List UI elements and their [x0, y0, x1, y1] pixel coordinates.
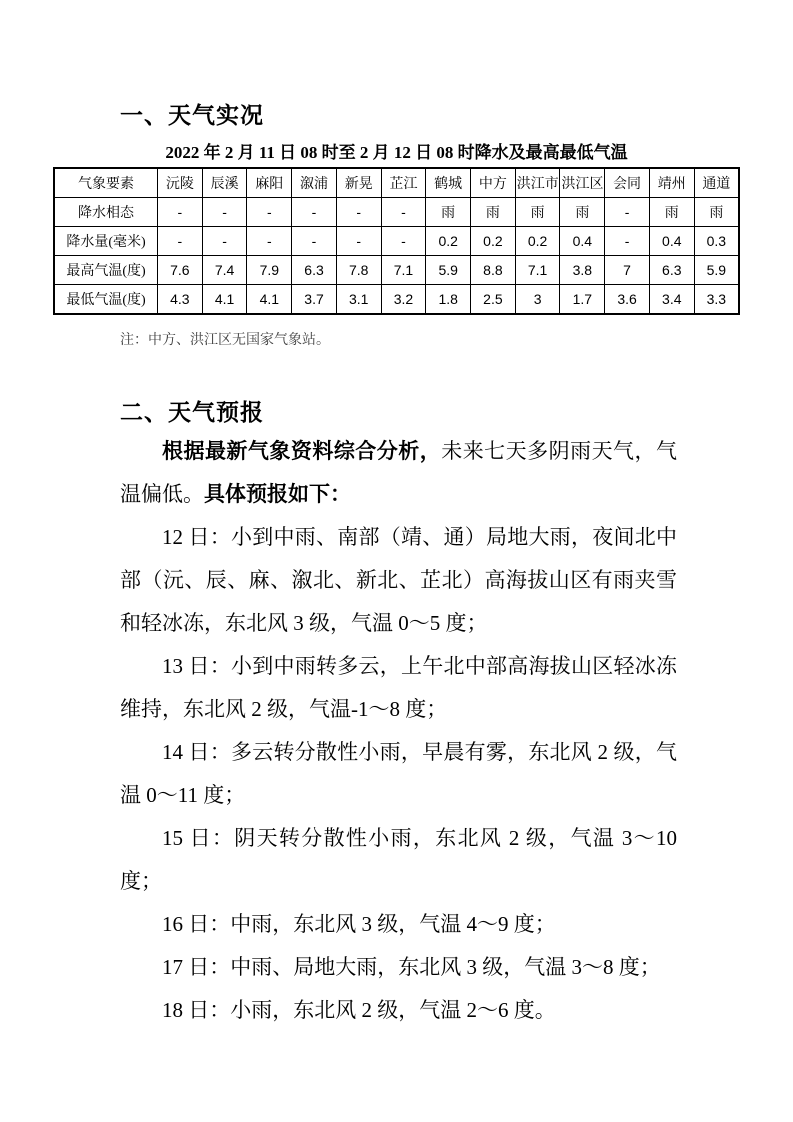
forecast-paragraph-day13: 13 日：小到中雨转多云，上午北中部高海拔山区轻冰冻维持，东北风 2 级，气温-1～8 度； — [120, 654, 677, 721]
table-cell: 0.4 — [649, 227, 694, 256]
column-header: 芷江 — [381, 168, 426, 198]
forecast-paragraph-day18: 18 日：小雨，东北风 2 级，气温 2～6 度。 — [162, 998, 556, 1022]
table-cell: - — [292, 227, 337, 256]
column-header: 会同 — [605, 168, 650, 198]
table-cell: 7.6 — [158, 256, 203, 285]
table-cell: 3.1 — [336, 285, 381, 315]
column-header: 沅陵 — [158, 168, 203, 198]
table-cell: - — [292, 198, 337, 227]
table-cell: 1.7 — [560, 285, 605, 315]
table-cell: 6.3 — [649, 256, 694, 285]
table-row — [54, 256, 739, 285]
table-cell: 3 — [515, 285, 560, 315]
table-cell: 雨 — [649, 198, 694, 227]
table-cell: 雨 — [426, 198, 471, 227]
table-cell: 7.8 — [336, 256, 381, 285]
table-cell: 5.9 — [426, 256, 471, 285]
forecast-paragraph-day14: 14 日：多云转分散性小雨，早晨有雾，东北风 2 级，气温 0～11 度； — [120, 740, 677, 807]
table-cell: 3.2 — [381, 285, 426, 315]
column-header: 气象要素 — [54, 168, 158, 198]
column-header: 溆浦 — [292, 168, 337, 198]
column-header: 新晃 — [336, 168, 381, 198]
column-header: 靖州 — [649, 168, 694, 198]
column-header: 中方 — [471, 168, 516, 198]
row-label: 最低气温(度) — [54, 285, 158, 315]
table-caption: 2022 年 2 月 11 日 08 时至 2 月 12 日 08 时降水及最高最低气温 — [165, 143, 628, 162]
table-row — [54, 285, 739, 315]
table-cell: - — [605, 198, 650, 227]
table-cell: 3.4 — [649, 285, 694, 315]
table-cell: 0.3 — [694, 227, 739, 256]
row-label: 最高气温(度) — [54, 256, 158, 285]
forecast-paragraph-day16: 16 日：中雨，东北风 3 级，气温 4～9 度； — [162, 912, 556, 936]
column-header: 麻阳 — [247, 168, 292, 198]
table-cell: 3.8 — [560, 256, 605, 285]
column-header: 洪江市 — [515, 168, 560, 198]
table-cell: - — [247, 198, 292, 227]
table-cell: 雨 — [560, 198, 605, 227]
forecast-paragraph-day15: 15 日：阴天转分散性小雨，东北风 2 级，气温 3～10 度； — [120, 826, 677, 893]
table-cell: 5.9 — [694, 256, 739, 285]
column-header: 洪江区 — [560, 168, 605, 198]
column-header: 通道 — [694, 168, 739, 198]
table-cell: 7.4 — [202, 256, 247, 285]
row-label: 降水量(毫米) — [54, 227, 158, 256]
table-cell: 6.3 — [292, 256, 337, 285]
table-cell: 0.2 — [515, 227, 560, 256]
table-note: 注：中方、洪江区无国家气象站。 — [120, 333, 330, 348]
table-cell: 3.6 — [605, 285, 650, 315]
intro-paragraph — [120, 430, 677, 516]
intro-bold-lead: 根据最新气象资料综合分析， — [162, 440, 442, 463]
table-cell: - — [247, 227, 292, 256]
table-cell: - — [605, 227, 650, 256]
table-cell: 7.9 — [247, 256, 292, 285]
table-cell: - — [381, 227, 426, 256]
table-cell: - — [381, 198, 426, 227]
section-title-weather-forecast: 二、天气预报 — [120, 399, 264, 425]
table-cell: 7 — [605, 256, 650, 285]
table-cell: - — [336, 198, 381, 227]
section-title-weather-actual: 一、天气实况 — [120, 102, 264, 128]
table-cell: 雨 — [694, 198, 739, 227]
table-cell: - — [158, 198, 203, 227]
forecast-paragraph-day12: 12 日：小到中雨、南部（靖、通）局地大雨，夜间北中部（沅、辰、麻、溆北、新北、芷北）高海拔山区有雨夹雪和轻冰冻，东北风 3 级，气温 0～5 度； — [120, 525, 677, 635]
table-cell: 0.2 — [471, 227, 516, 256]
forecast-paragraph-day17: 17 日：中雨、局地大雨，东北风 3 级，气温 3～8 度； — [162, 955, 661, 979]
table-cell: - — [202, 198, 247, 227]
intro-bold-tail: 具体预报如下： — [204, 483, 351, 506]
row-label: 降水相态 — [54, 198, 158, 227]
table-header-row — [54, 168, 739, 198]
table-cell: 2.5 — [471, 285, 516, 315]
table-cell: 4.1 — [247, 285, 292, 315]
table-cell: 4.1 — [202, 285, 247, 315]
table-cell: 3.7 — [292, 285, 337, 315]
table-cell: 0.4 — [560, 227, 605, 256]
table-cell: 7.1 — [381, 256, 426, 285]
table-cell: 雨 — [471, 198, 516, 227]
table-cell: 7.1 — [515, 256, 560, 285]
table-cell: 1.8 — [426, 285, 471, 315]
table-cell: 8.8 — [471, 256, 516, 285]
table-cell: - — [158, 227, 203, 256]
table-row — [54, 227, 739, 256]
table-cell: 0.2 — [426, 227, 471, 256]
weather-table — [53, 167, 740, 315]
table-cell: 4.3 — [158, 285, 203, 315]
table-cell: 3.3 — [694, 285, 739, 315]
table-row — [54, 198, 739, 227]
table-cell: 雨 — [515, 198, 560, 227]
forecast-body — [0, 430, 793, 1032]
column-header: 鹤城 — [426, 168, 471, 198]
intro-regular-text: 未来七天多阴雨天气，气温偏低。 — [120, 439, 678, 506]
table-cell: - — [202, 227, 247, 256]
table-cell: - — [336, 227, 381, 256]
column-header: 辰溪 — [202, 168, 247, 198]
